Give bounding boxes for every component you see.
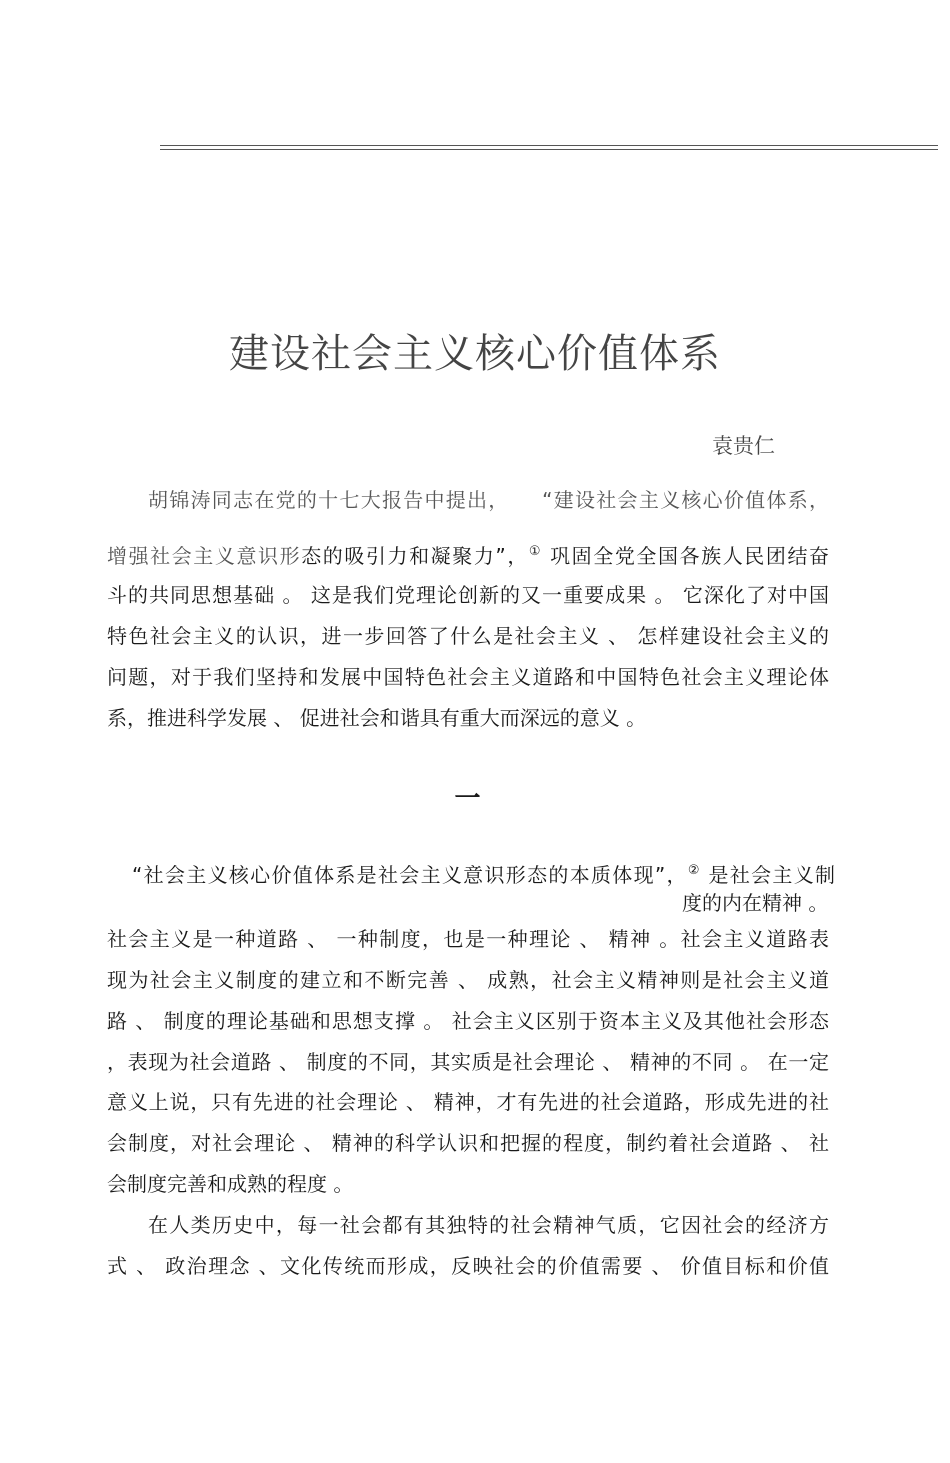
footnote-mark[interactable]: ② — [687, 863, 701, 878]
text-span: 巩固全党全国各族人民团结奋 — [550, 544, 830, 568]
paragraph-line: 会制度，对社会理论 、 精神的科学认识和把握的程度，制约着社会道路 、 社 — [107, 1131, 829, 1155]
header-rule-bottom — [160, 149, 938, 150]
paragraph-line: 度的内在精神 。 — [682, 891, 829, 915]
text-span: 态的吸引力和凝聚力”， — [301, 544, 529, 568]
paragraph-line: 系，推进科学发展 、 促进社会和谐具有重大而深远的意义 。 — [107, 706, 647, 730]
paragraph-line: 特色社会主义的认识，进一步回答了什么是社会主义 、 怎样建设社会主义的 — [107, 624, 829, 648]
paragraph-line: ，表现为社会道路 、 制度的不同，其实质是社会理论 、 精神的不同 。 在一定 — [107, 1050, 829, 1074]
paragraph-line: 斗的共同思想基础 。 这是我们党理论创新的又一重要成果 。 它深化了对中国 — [107, 583, 829, 607]
page-title: 建设社会主义核心价值体系 — [229, 331, 721, 377]
text-span: 是社会主义制 — [708, 863, 836, 887]
section-heading: 一 — [454, 784, 481, 814]
author: 袁贵仁 — [712, 434, 775, 458]
paragraph-line: 胡锦涛同志在党的十七大报告中提出， “建设社会主义核心价值体系， — [148, 488, 829, 512]
paragraph-line: 在人类历史中，每一社会都有其独特的社会精神气质，它因社会的经济方 — [148, 1213, 829, 1237]
paragraph-line: 式 、 政治理念 、文化传统而形成，反映社会的价值需要 、 价值目标和价值 — [107, 1254, 829, 1278]
paragraph-line: 会制度完善和成熟的程度 。 — [107, 1172, 354, 1196]
footnote-mark[interactable]: ① — [528, 544, 543, 559]
paragraph-line: 社会主义是一种道路 、 一种制度，也是一种理论 、 精神 。社会主义道路表 — [107, 927, 829, 951]
paragraph-line — [132, 858, 835, 888]
header-rule-top — [160, 145, 938, 146]
text-span: “社会主义核心价值体系是社会主义意识形态的本质体现”， — [132, 863, 688, 887]
paragraph-line: 路 、 制度的理论基础和思想支撑 。 社会主义区别于资本主义及其他社会形态 — [107, 1009, 829, 1033]
paragraph-line: 问题，对于我们坚持和发展中国特色社会主义道路和中国特色社会主义理论体 — [107, 665, 829, 689]
text-span: 增强社会主义意识形 — [107, 544, 302, 568]
paragraph-line: 意义上说，只有先进的社会理论 、 精神，才有先进的社会道路，形成先进的社 — [107, 1090, 829, 1114]
paragraph-line: 现为社会主义制度的建立和不断完善 、 成熟，社会主义精神则是社会主义道 — [107, 968, 829, 992]
paragraph-line — [107, 539, 829, 569]
